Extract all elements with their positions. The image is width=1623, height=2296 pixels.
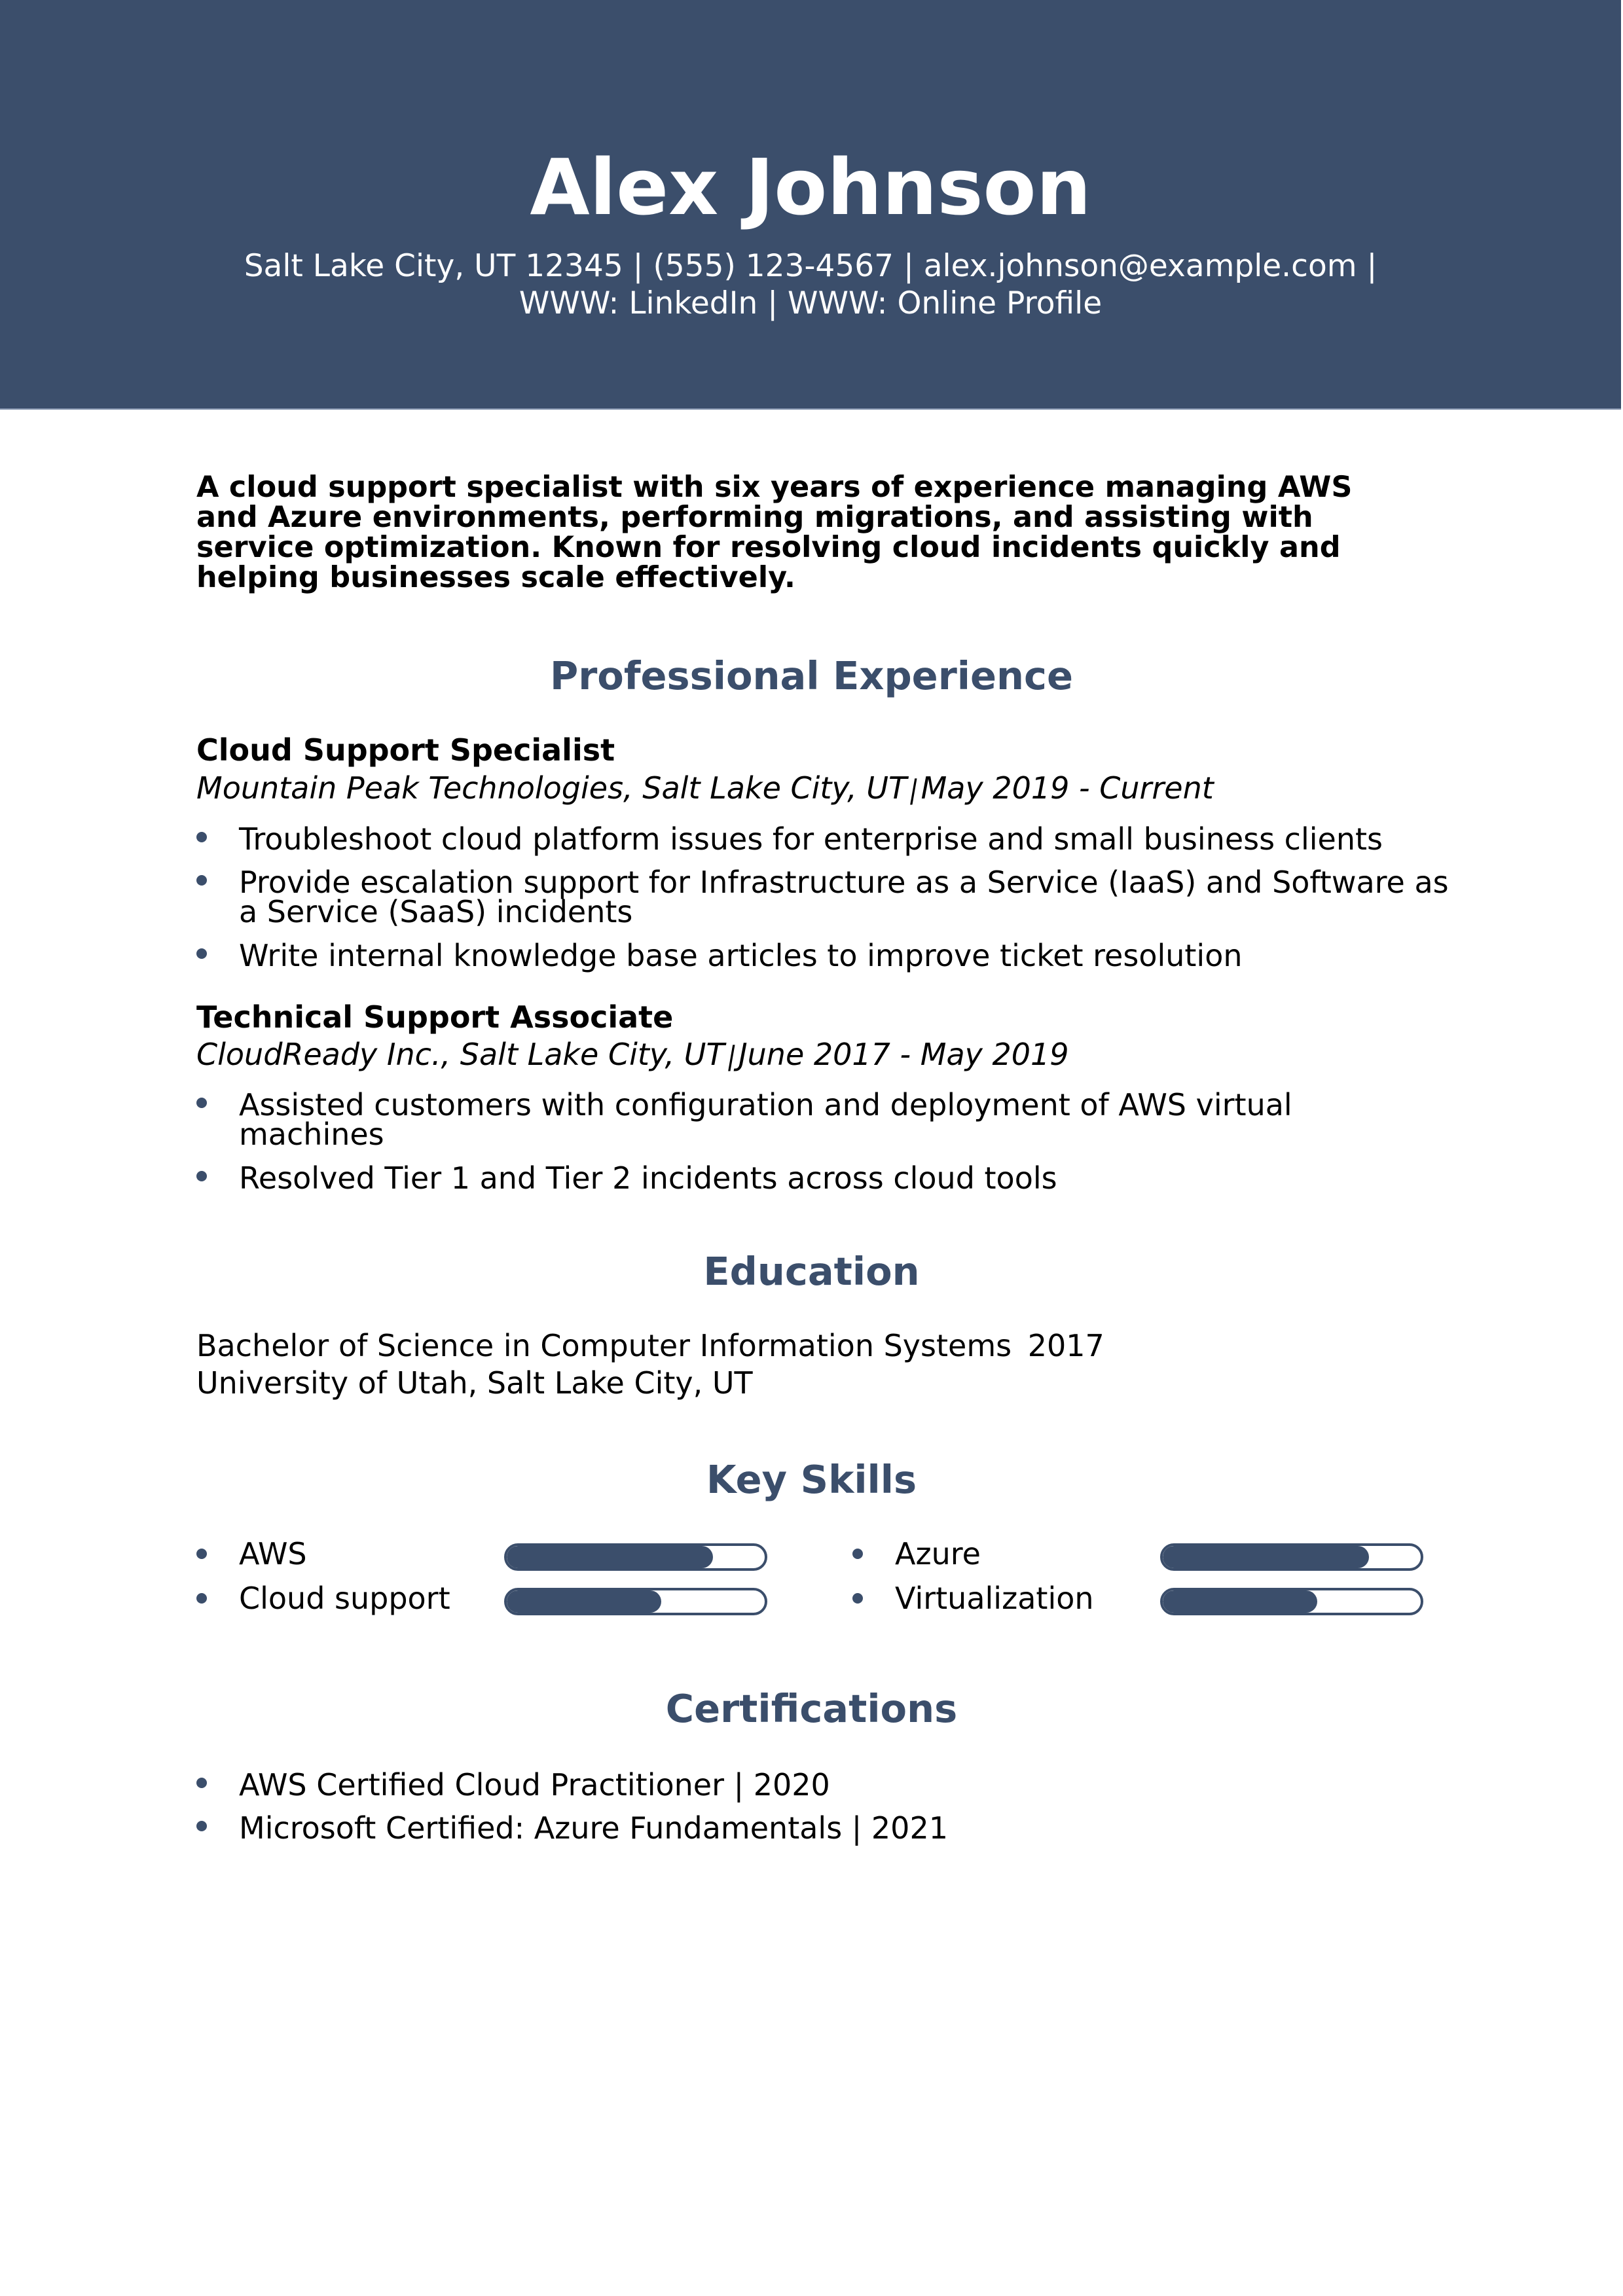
education-heading: Education [703, 1249, 920, 1294]
job-details [196, 1036, 1069, 1075]
separator: | [724, 1041, 739, 1071]
skill-name: Azure [895, 1536, 981, 1571]
candidate-name: Alex Johnson [530, 142, 1091, 232]
skills-heading: Key Skills [706, 1457, 917, 1502]
skill-name: AWS [239, 1536, 307, 1571]
skill-name: Cloud support [239, 1581, 450, 1616]
experience-heading: Professional Experience [549, 653, 1074, 698]
skill-level-fill [507, 1546, 713, 1568]
skill-level-bar [1160, 1543, 1423, 1571]
bullet-icon [196, 1549, 207, 1559]
skill-name: Virtualization [895, 1581, 1094, 1616]
job-dates: June 2017 - May 2019 [739, 1037, 1069, 1072]
job-company: Mountain Peak Technologies, Salt Lake City, UT [196, 770, 907, 806]
bullet-icon [196, 832, 207, 842]
summary-line: helping businesses scale effectively. [196, 561, 795, 594]
bullet-icon [196, 875, 207, 886]
job-company: CloudReady Inc., Salt Lake City, UT [196, 1037, 725, 1072]
skill-level-fill [507, 1590, 661, 1613]
skill-level-fill [1163, 1590, 1317, 1613]
summary-line: and Azure environments, performing migrations, and assisting with [196, 501, 1313, 534]
bullet-icon [196, 1098, 207, 1108]
certifications-heading: Certifications [665, 1686, 958, 1731]
bullet-icon [196, 948, 207, 959]
bullet-icon [852, 1549, 863, 1559]
job-title: Cloud Support Specialist [196, 732, 615, 768]
resume-header [0, 0, 1621, 410]
summary-line: A cloud support specialist with six years of experience managing AWS [196, 471, 1353, 504]
graduation-year: 2017 [1027, 1328, 1104, 1363]
separator: | [907, 775, 921, 805]
degree: Bachelor of Science in Computer Information Systems [196, 1328, 1012, 1363]
bullet-icon [852, 1593, 863, 1604]
school: University of Utah, Salt Lake City, UT [196, 1365, 753, 1401]
skill-level-bar [504, 1543, 767, 1571]
job-dates: May 2019 - Current [921, 770, 1214, 806]
bullet-icon [196, 1171, 207, 1181]
contact-info [0, 247, 1621, 322]
summary-line: service optimization. Known for resolving cloud incidents quickly and [196, 531, 1341, 564]
bullet-icon [196, 1821, 207, 1831]
skill-level-fill [1163, 1546, 1369, 1568]
bullet-icon [196, 1778, 207, 1788]
contact-line-2: WWW: LinkedIn | WWW: Online Profile [519, 285, 1103, 321]
job-title: Technical Support Associate [196, 999, 674, 1035]
skill-level-bar [504, 1588, 767, 1615]
education-degree-line [196, 1327, 1104, 1364]
professional-summary [196, 473, 1440, 593]
bullet-icon [196, 1593, 207, 1604]
contact-line-1: Salt Lake City, UT 12345 | (555) 123-4567 | alex.johnson@example.com | [244, 248, 1377, 284]
job-details [196, 770, 1214, 808]
skill-level-bar [1160, 1588, 1423, 1615]
